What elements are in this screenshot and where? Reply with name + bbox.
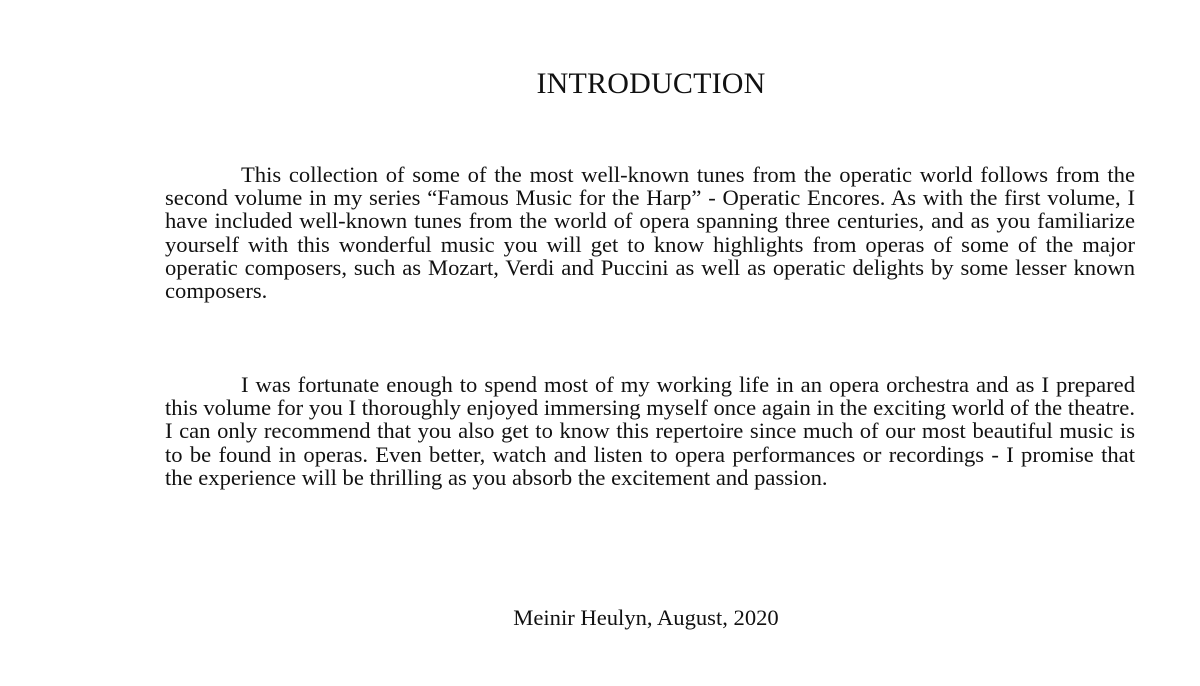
- page-title: INTRODUCTION: [536, 67, 766, 100]
- intro-paragraph-2: I was fortunate enough to spend most of my working life in an opera orchestra and as I prepared this volume for you I thoroughly enjoyed immersing myself once again in the exciting world of the theatre. I can only recommend that you also get to know this repertoire since much of our most beautiful music is to be found in operas. Even better, watch and listen to opera performances or recordings - I promise that the experience will be thrilling as you absorb the excitement and passion.: [165, 372, 1135, 490]
- author-signature-line: Meinir Heulyn, August, 2020: [513, 605, 779, 630]
- intro-paragraph-1: This collection of some of the most well-known tunes from the operatic world follows from the second volume in my series “Famous Music for the Harp” - Operatic Encores. As with the first volume, I have included well-known tunes from the world of opera spanning three centuries, and as you familiarize yourself with this wonderful music you will get to know highlights from operas of some of the major operatic composers, such as Mozart, Verdi and Puccini as well as operatic delights by some lesser known composers.: [165, 162, 1135, 304]
